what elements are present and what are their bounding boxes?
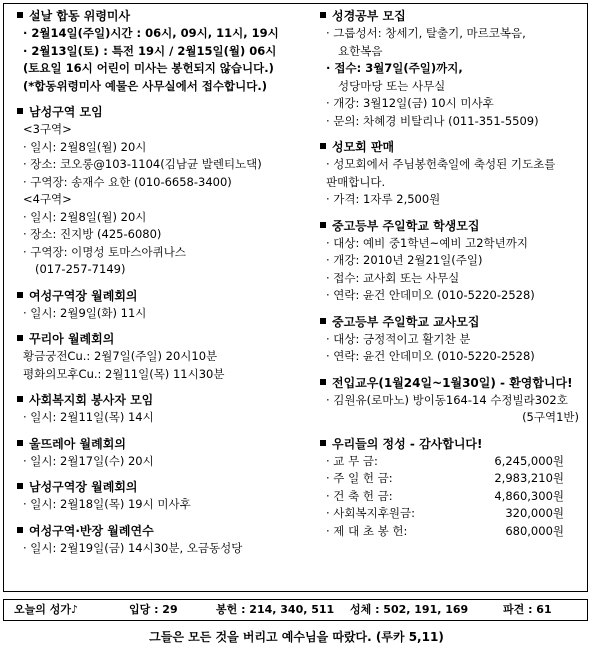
square-bullet-icon — [17, 292, 23, 298]
offering-amount: 4,860,300원 — [494, 488, 564, 503]
offering-row — [320, 453, 585, 471]
section-line: · 접수: 3월7일(주일)까지, — [326, 61, 463, 75]
section-title: 꾸리아 월례회의 — [17, 330, 307, 348]
section-left-0 — [17, 7, 307, 95]
section-line: (*합동위령미사 예물은 사무실에서 접수합니다.) — [23, 78, 267, 93]
section-title: 여성구역장 월례회의 — [17, 287, 307, 305]
section-right-3 — [320, 313, 585, 366]
section-line: · 장소: 진지방 (425-6080) — [23, 227, 162, 241]
square-bullet-icon — [17, 335, 23, 341]
section-line: · 연락: 윤건 안데미오 (010-5220-2528) — [326, 349, 535, 363]
offering-row — [320, 523, 585, 541]
square-bullet-icon — [17, 396, 23, 402]
right-column — [320, 7, 585, 548]
section-left-1 — [17, 103, 307, 279]
section-title: 남성구역장 월례회의 — [17, 478, 307, 496]
section-line: · 2월14일(주일)시간 : 06시, 09시, 11시, 19시 — [23, 26, 279, 40]
bible-verse: 그들은 모든 것을 버리고 예수님을 따랐다. (루카 5,11) — [149, 630, 444, 644]
hymn-communion: 성체 : 502, 191, 169 — [350, 603, 469, 616]
section-line: <3구역> — [23, 122, 72, 136]
offering-label: · 사회복지후원금: — [326, 506, 415, 520]
section-left-3 — [17, 330, 307, 383]
section-line: · 일시: 2월11일(목) 14시 — [23, 410, 154, 424]
section-line: (토요일 16시 어린이 미사는 봉헌되지 않습니다.) — [23, 61, 274, 75]
offering-amount: 6,245,000원 — [494, 453, 564, 468]
section-line: 성당마당 또는 사무실 — [338, 78, 446, 93]
section-line: · 개강: 2010년 2월21일(주일) — [326, 253, 483, 267]
hymn-entrance: 입당 : 29 — [129, 603, 178, 616]
section-right-2 — [320, 217, 585, 305]
square-bullet-icon — [17, 440, 23, 446]
square-bullet-icon — [320, 379, 326, 385]
section-left-6 — [17, 478, 307, 514]
hymn-label: 오늘의 성가♪ — [14, 603, 78, 616]
section-line: · 일시: 2월17일(수) 20시 — [23, 453, 154, 468]
section-line: · 접수: 교사회 또는 사무실 — [326, 270, 460, 285]
section-left-7 — [17, 522, 307, 558]
section-line: 판매합니다. — [326, 174, 386, 189]
section-line: · 김원유(로마노) 방이동164-14 수정빌라302호 — [326, 392, 568, 407]
section-line: · 2월13일(토) : 특전 19시 / 2월15일(월) 06시 — [23, 43, 277, 58]
hymn-footer — [3, 599, 588, 621]
square-bullet-icon — [17, 527, 23, 533]
section-line: · 연락: 윤건 안데미오 (010-5220-2528) — [326, 288, 535, 302]
section-line: · 문의: 차혜경 비탈리나 (011-351-5509) — [326, 113, 539, 128]
section-title: 성경공부 모집 — [320, 7, 585, 25]
section-title: 중고등부 주일학교 학생모집 — [320, 217, 585, 235]
square-bullet-icon — [320, 143, 326, 149]
section-line: · 일시: 2월8일(월) 20시 — [23, 209, 147, 224]
section-title: 설날 합동 위령미사 — [17, 7, 307, 25]
section-left-4 — [17, 391, 307, 427]
section-line: · 일시: 2월8일(월) 20시 — [23, 139, 147, 154]
hymn-recessional: 파견 : 61 — [503, 603, 552, 616]
offering-row — [320, 505, 585, 523]
square-bullet-icon — [17, 12, 23, 18]
section-line: (5구역1반) — [522, 410, 579, 424]
offering-row — [320, 470, 585, 488]
section-line: · 그룹성서: 창세기, 탈출기, 마르코복음, — [326, 26, 526, 40]
section-line: · 일시: 2월9일(화) 11시 — [23, 305, 147, 320]
section-title: 중고등부 주일학교 교사모집 — [320, 313, 585, 331]
section-title: 우리들의 정성 - 감사합니다! — [320, 435, 585, 453]
offering-label: · 교 무 금: — [326, 453, 378, 468]
section-title: 울뜨레아 월례회의 — [17, 435, 307, 453]
hymn-offertory: 봉헌 : 214, 340, 511 — [216, 603, 335, 616]
section-title: 전입교우(1월24일~1월30일) - 환영합니다! — [320, 374, 585, 392]
offering-label: · 주 일 헌 금: — [326, 471, 393, 485]
section-title: 남성구역 모임 — [17, 103, 307, 121]
section-line: · 개강: 3월12일(금) 10시 미사후 — [326, 96, 494, 110]
section-line: · 일시: 2월18일(목) 19시 미사후 — [23, 497, 191, 511]
square-bullet-icon — [320, 222, 326, 228]
section-left-2 — [17, 287, 307, 323]
square-bullet-icon — [320, 12, 326, 18]
section-line: 황금궁전Cu.: 2월7일(주일) 20시10분 — [23, 349, 218, 363]
section-title: 사회복지회 봉사자 모임 — [17, 391, 307, 409]
square-bullet-icon — [320, 440, 326, 446]
section-line: · 성모회에서 주님봉헌축일에 축성된 기도초를 — [326, 157, 556, 171]
section-line: (017-257-7149) — [35, 262, 126, 276]
section-line: · 구역장: 송재수 요한 (010-6658-3400) — [23, 174, 232, 189]
offering-label: · 제 대 초 봉 헌: — [326, 523, 408, 538]
section-offerings — [320, 435, 585, 541]
offering-amount: 320,000원 — [505, 506, 564, 520]
offering-amount: 2,983,210원 — [494, 471, 564, 485]
section-left-5 — [17, 435, 307, 471]
offering-label: · 건 축 헌 금: — [326, 488, 393, 503]
section-line: · 대상: 긍정적이고 활기찬 분 — [326, 331, 471, 346]
section-line: <4구역> — [23, 192, 72, 206]
section-title: 성모회 판매 — [320, 138, 585, 156]
section-line: · 구역장: 이명성 토마스아퀴나스 — [23, 244, 186, 259]
section-right-0 — [320, 7, 585, 130]
left-column — [17, 7, 307, 565]
section-right-1 — [320, 138, 585, 209]
section-title: 여성구역·반장 월례연수 — [17, 522, 307, 540]
offering-row — [320, 488, 585, 506]
section-right-4 — [320, 374, 585, 427]
section-line: 요한복음 — [338, 43, 383, 58]
section-line: 평화의모후Cu.: 2월11일(목) 11시30분 — [23, 366, 225, 381]
section-line: · 대상: 예비 중1학년~예비 고2학년까지 — [326, 235, 528, 250]
square-bullet-icon — [17, 108, 23, 114]
section-line: · 장소: 코오롱@103-1104(김남균 발렌티노댁) — [23, 157, 262, 171]
square-bullet-icon — [320, 318, 326, 324]
section-line: · 가격: 1자루 2,500원 — [326, 192, 441, 206]
offering-amount: 680,000원 — [505, 523, 564, 538]
square-bullet-icon — [17, 483, 23, 489]
section-line: · 일시: 2월19일(금) 14시30분, 오금동성당 — [23, 540, 243, 555]
